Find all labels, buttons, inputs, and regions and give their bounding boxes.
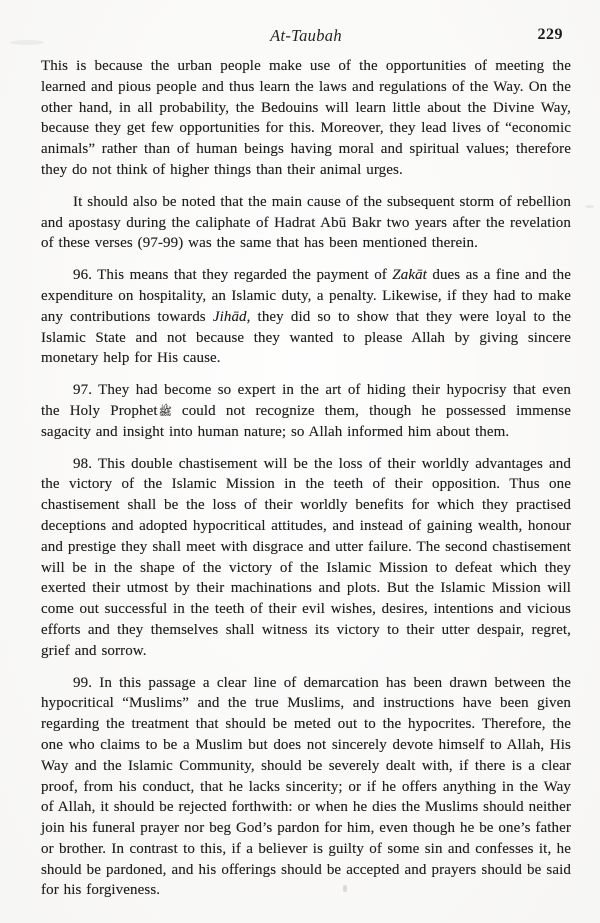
paragraph-note-97: 97. They had become so expert in the art of hiding their hypocrisy that even the Holy Prophetﷺ could not recognize them, though he possessed immense sagacity and insight into human nature; so Allah informed him about them. — [41, 382, 571, 440]
italic-term: Zakāt — [392, 267, 427, 284]
scan-artifact — [585, 205, 594, 208]
italic-term: Jihād — [212, 308, 247, 325]
paragraph-note-99: 99. In this passage a clear line of demarcation has been drawn between the hypocritical “Muslims” and the true Muslims, and instructions have been given regarding the treatment that should be meted out to the hypocrites. Therefore, the one who claims to be a Muslim but does not sincerely devote himself to Allah, His Way and the Islamic Community, should be severely dealt with, if there is a clear proof, from his conduct, that he lacks sincerity; or if he offers anything in the Way of Allah, it should be rejected forthwith: or when he dies the Muslims should neither join his funeral prayer nor beg God’s pardon for him, even though he be one’s father or brother. In contrast to this, if a believer is guilty of some sin and confesses it, he should be pardoned, and his offerings should be accepted and prayers should be said for his forgiveness. — [41, 674, 571, 899]
surah-title: At-Taubah — [270, 26, 342, 45]
scan-artifact — [10, 40, 44, 45]
paragraph-continuation: This is because the urban people make use of the opportunities of meeting the learned and pious people and thus learn the laws and regulations of the Way. On the other hand, in all probability, the Bedouins will learn little about the Divine Way, because they get few opportunities for this. Moreover, they lead lives of “economic animals” rather than of human beings having moral and spiritual values; therefore they do not think of higher things than their animal urges. — [41, 58, 571, 178]
prophet-honorific-icon: ﷺ — [158, 405, 172, 418]
paragraph-note-96: 96. This means that they regarded the payment of Zakāt dues as a fine and the expenditure on hospitality, an Islamic duty, a penalty. Likewise, if they had to make any contributions towards Jihād, they did so to show that they were loyal to the Islamic State and not because they wanted to please Allah by giving sincere monetary help for His cause. — [41, 267, 571, 367]
paragraph-note-98: 98. This double chastisement will be the loss of their worldly advantages and the victory of the Islamic Mission in the teeth of their opposition. Thus one chastisement shall be the loss of their worldly benefits for which they practised deceptions and adopted hypocritical attitudes, and instead of gaining wealth, honour and prestige they shall meet with disgrace and utter failure. The second chastisement will be in the shape of the victory of the Islamic Mission to defeat which they exerted their utmost by their machinations and plots. But the Islamic Mission will come out successful in the teeth of their evil wishes, desires, intentions and vicious efforts and they themselves shall witness its victory to their utter despair, regret, grief and sorrow. — [41, 455, 571, 659]
page-body — [41, 56, 571, 912]
running-header — [41, 26, 571, 48]
paragraph-note-apostasy: It should also be noted that the main cause of the subsequent storm of rebellion and apostasy during the caliphate of Hadrat Abū Bakr two years after the revelation of these verses (97-99) was the same that has been mentioned therein. — [41, 193, 571, 252]
page-number: 229 — [537, 26, 563, 43]
